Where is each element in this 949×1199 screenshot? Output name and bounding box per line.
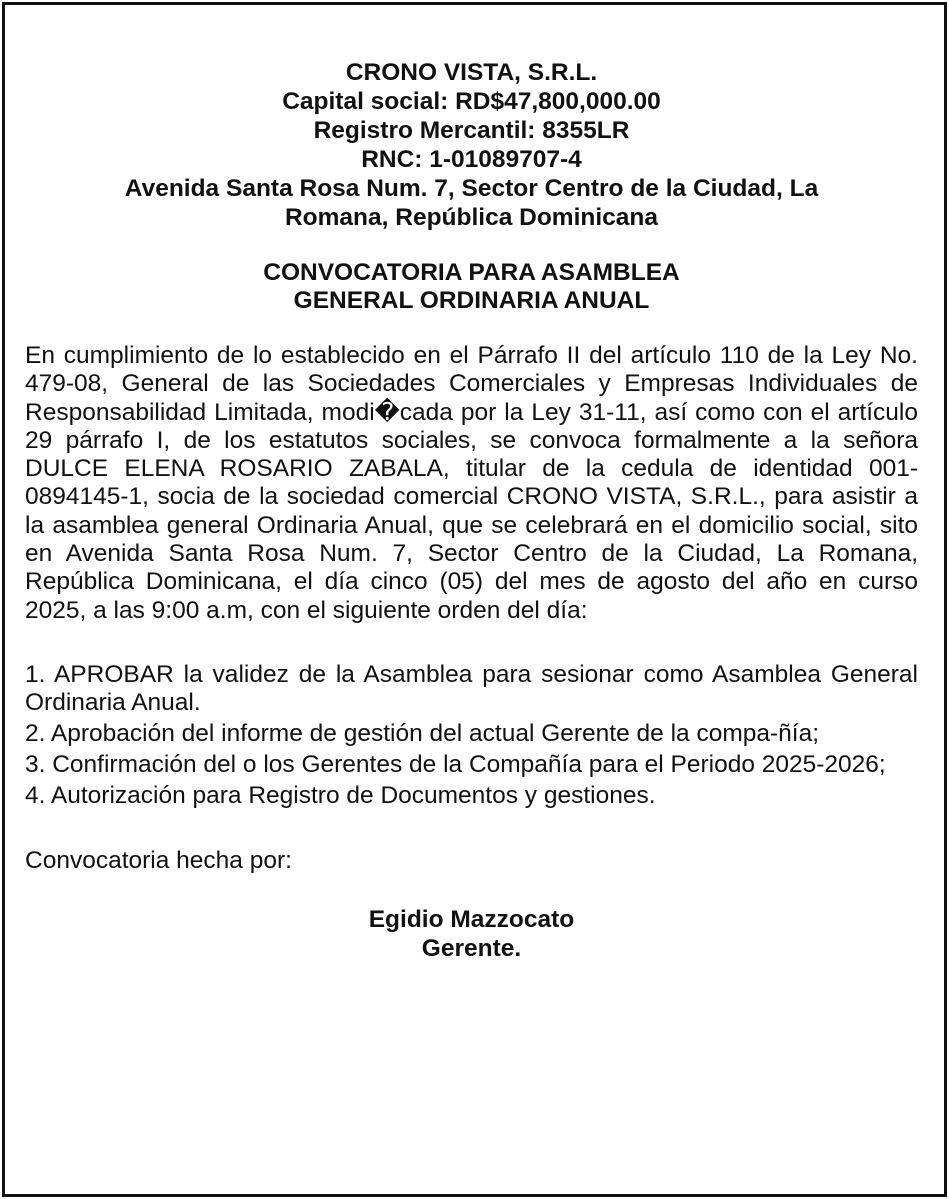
notice-title-line2: GENERAL ORDINARIA ANUAL xyxy=(293,287,650,314)
convoca-label: Convocatoria hecha por: xyxy=(25,846,292,874)
company-registry: Registro Mercantil: 8355LR xyxy=(313,117,630,144)
agenda-item-1: 1. APROBAR la validez de la Asamblea para sesionar como Asamblea General Ordinaria Anual. xyxy=(25,660,918,716)
agenda-item-2: 2. Aprobación del informe de gestión del actual Gerente de la compa-ñía; xyxy=(25,719,820,747)
company-capital: Capital social: RD$47,800,000.00 xyxy=(282,88,661,115)
agenda-item-3: 3. Confirmación del o los Gerentes de la Compañía para el Periodo 2025-2026; xyxy=(25,750,886,778)
company-address-line1: Avenida Santa Rosa Num. 7, Sector Centro de la Ciudad, La xyxy=(124,175,819,202)
signature-block xyxy=(25,905,918,963)
company-rnc: RNC: 1-01089707-4 xyxy=(361,146,582,173)
notice-content xyxy=(25,58,918,963)
notice-title xyxy=(25,259,918,315)
agenda-item-4: 4. Autorización para Registro de Documentos y gestiones. xyxy=(25,781,656,809)
company-name: CRONO VISTA, S.R.L. xyxy=(345,59,598,86)
signature-name: Egidio Mazzocato xyxy=(368,905,575,933)
agenda-list xyxy=(25,661,918,810)
signature-role: Gerente. xyxy=(421,934,522,962)
notice-body: En cumplimiento de lo establecido en el Párrafo II del artículo 110 de la Ley No. 479-08, General de las Sociedades Comerciales y Empresas Individuales de Responsabilidad Limitada, modi�cada por la Ley 31-11, así como con el artículo 29 párrafo I, de los estatutos sociales, se convoca formalmente a la señora DULCE ELENA ROSARIO ZABALA, titular de la cedula de identidad 001-0894145-1, socia de la sociedad comercial CRONO VISTA, S.R.L., para asistir a la asamblea general Ordinaria Anual, que se celebrará en el domicilio social, sito en Avenida Santa Rosa Num. 7, Sector Centro de la Ciudad, La Romana, República Dominicana, el día cinco (05) del mes de agosto del año en curso 2025, a las 9:00 a.m, con el siguiente orden del día: xyxy=(25,342,918,624)
company-header xyxy=(25,58,918,232)
company-address-line2: Romana, República Dominicana xyxy=(284,204,659,231)
notice-title-line1: CONVOCATORIA PARA ASAMBLEA xyxy=(263,259,680,286)
